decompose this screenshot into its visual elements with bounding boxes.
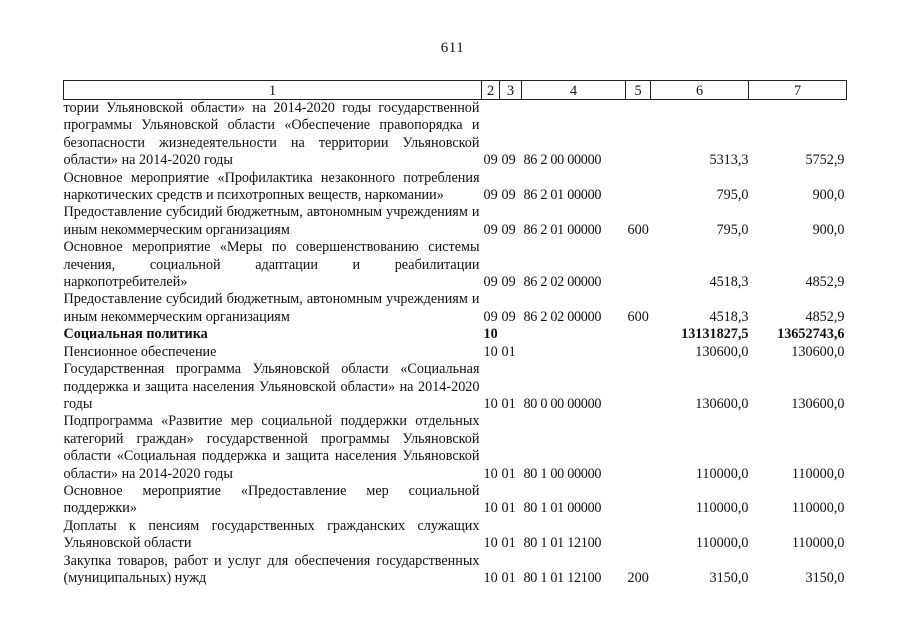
row-name: Подпрограмма «Развитие мер социальной поддержки отдельных категорий граждан» государственной программы Ульяновской области «Социальная поддержка и защита населения Ульяновской области» на 2014-2020 годы	[63, 413, 480, 482]
row-expense-type	[626, 344, 651, 361]
header-col-3: 3	[500, 81, 522, 100]
header-col-2: 2	[482, 81, 500, 100]
table-body	[64, 100, 847, 588]
row-section: 10	[483, 569, 498, 586]
row-amount-col-6: 4518,3	[709, 274, 749, 291]
row-amount-col-6: 3150,0	[709, 569, 749, 586]
row-expense-type	[626, 170, 651, 205]
header-col-6: 6	[651, 81, 749, 100]
row-amount-col-7: 4852,9	[805, 274, 845, 291]
table-row	[64, 483, 847, 518]
row-amount-col-6: 110000,0	[695, 535, 749, 552]
row-subsection: 01	[501, 343, 516, 360]
table-row	[64, 413, 847, 483]
row-expense-type	[626, 326, 651, 343]
table-header-row	[64, 81, 847, 100]
row-expense-type	[626, 518, 651, 553]
row-expense-type	[626, 413, 651, 483]
row-amount-col-7: 130600,0	[791, 343, 845, 360]
table-row	[64, 326, 847, 343]
row-subsection: 09	[501, 187, 516, 204]
table-row	[64, 170, 847, 205]
row-section: 10	[483, 535, 498, 552]
row-amount-col-7: 5752,9	[805, 152, 845, 169]
row-subsection: 09	[501, 274, 516, 291]
row-subsection: 01	[501, 395, 516, 412]
row-amount-col-6: 130600,0	[695, 343, 749, 360]
row-target-article: 86 2 00 00000	[523, 152, 602, 169]
row-name: Основное мероприятие «Меры по совершенствованию системы лечения, социальной адаптации и реабилитации наркопотребителей»	[63, 239, 480, 291]
row-target-article: 80 1 01 00000	[523, 500, 602, 517]
row-section: 09	[483, 187, 498, 204]
row-section: 09	[483, 152, 498, 169]
row-amount-col-6: 110000,0	[695, 465, 749, 482]
row-target-article: 80 1 01 12100	[523, 535, 602, 552]
row-name: Основное мероприятие «Предоставление мер социальной поддержки»	[63, 482, 480, 517]
row-target-article: 86 2 02 00000	[523, 274, 602, 291]
row-amount-col-7: 4852,9	[805, 308, 845, 325]
row-amount-col-6: 110000,0	[695, 500, 749, 517]
row-subsection: 09	[501, 152, 516, 169]
row-name: Закупка товаров, работ и услуг для обеспечения государственных (муниципальных) нужд	[63, 552, 480, 586]
row-name: Государственная программа Ульяновской области «Социальная поддержка и защита населения Ульяновской области» на 2014-2020 годы	[63, 361, 480, 412]
row-expense-type	[626, 100, 651, 170]
row-section: 10	[483, 326, 498, 343]
row-target-article: 80 1 01 12100	[523, 569, 602, 586]
table-row	[64, 239, 847, 291]
table-row	[64, 518, 847, 553]
row-subsection	[500, 326, 522, 343]
row-section: 09	[483, 308, 498, 325]
row-target-article: 80 0 00 00000	[523, 395, 602, 412]
header-col-5: 5	[626, 81, 651, 100]
row-subsection: 01	[501, 465, 516, 482]
row-amount-col-7: 900,0	[812, 187, 845, 204]
row-amount-col-7: 13652743,6	[777, 326, 845, 343]
row-amount-col-7: 130600,0	[791, 395, 845, 412]
row-amount-col-6: 130600,0	[695, 395, 749, 412]
row-name: Пенсионное обеспечение	[63, 343, 217, 360]
row-expense-type: 600	[627, 221, 649, 238]
row-target-article	[522, 326, 626, 343]
row-amount-col-7: 110000,0	[791, 500, 845, 517]
row-amount-col-6: 4518,3	[709, 308, 749, 325]
row-section: 10	[483, 500, 498, 517]
row-subsection: 09	[501, 221, 516, 238]
budget-table	[63, 80, 847, 587]
row-expense-type	[626, 483, 651, 518]
row-section: 10	[483, 395, 498, 412]
row-expense-type: 600	[627, 308, 649, 325]
row-name: тории Ульяновской области» на 2014-2020 годы государственной программы Ульяновской области «Обеспечение правопорядка и безопасности жизнедеятельности на территории Ульяновской области» на 2014-2020 годы	[63, 100, 480, 169]
row-subsection: 09	[501, 308, 516, 325]
row-section: 09	[483, 274, 498, 291]
row-section: 10	[483, 343, 498, 360]
row-name: Предоставление субсидий бюджетным, автономным учреждениям и иным некоммерческим организациям	[63, 291, 480, 325]
row-expense-type: 200	[627, 569, 649, 586]
page-number: 611	[440, 40, 465, 56]
header-col-7: 7	[749, 81, 847, 100]
row-section: 09	[483, 221, 498, 238]
row-subsection: 01	[501, 569, 516, 586]
row-name: Основное мероприятие «Профилактика незаконного потребления наркотических средств и психотропных веществ, наркомании»	[63, 169, 480, 204]
table-row	[64, 204, 847, 239]
row-target-article: 86 2 01 00000	[523, 221, 602, 238]
row-subsection: 01	[501, 535, 516, 552]
row-section: 10	[483, 465, 498, 482]
row-amount-col-6: 795,0	[716, 221, 749, 238]
row-amount-col-7: 900,0	[812, 221, 845, 238]
row-target-article: 86 2 01 00000	[523, 187, 602, 204]
row-amount-col-7: 110000,0	[791, 535, 845, 552]
row-expense-type	[626, 361, 651, 413]
row-amount-col-6: 13131827,5	[681, 326, 749, 343]
row-amount-col-7: 3150,0	[805, 569, 845, 586]
row-target-article: 80 1 00 00000	[523, 465, 602, 482]
table-row	[64, 361, 847, 413]
row-name: Предоставление субсидий бюджетным, автономным учреждениям и иным некоммерческим организациям	[63, 204, 480, 238]
row-name: Доплаты к пенсиям государственных гражданских служащих Ульяновской области	[63, 517, 480, 552]
row-subsection: 01	[501, 500, 516, 517]
row-amount-col-6: 795,0	[716, 187, 749, 204]
table-row	[64, 553, 847, 588]
table-row	[64, 291, 847, 326]
table-row	[64, 344, 847, 361]
row-expense-type	[626, 239, 651, 291]
row-amount-col-6: 5313,3	[709, 152, 749, 169]
row-target-article: 86 2 02 00000	[523, 308, 602, 325]
header-col-4: 4	[522, 81, 626, 100]
table-row	[64, 100, 847, 170]
row-amount-col-7: 110000,0	[791, 465, 845, 482]
row-name: Социальная политика	[63, 326, 208, 343]
header-col-1: 1	[64, 81, 482, 100]
row-target-article	[522, 344, 626, 361]
